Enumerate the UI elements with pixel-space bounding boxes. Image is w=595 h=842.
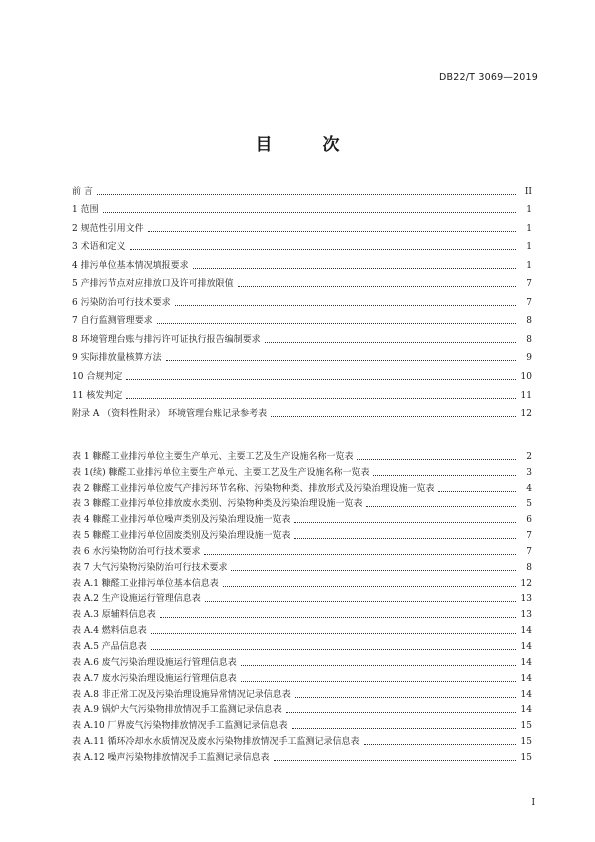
toc-entry[interactable]	[72, 271, 532, 290]
dot-leader	[295, 697, 516, 698]
toc-table-entry[interactable]	[72, 462, 532, 478]
toc-table-entry[interactable]	[72, 557, 532, 573]
dot-leader	[204, 554, 516, 555]
dot-leader	[294, 522, 516, 523]
toc-entry-label: 4 排污单位基本情况填报要求	[72, 260, 189, 271]
toc-table-page: 8	[526, 562, 532, 573]
dot-leader	[151, 633, 516, 634]
page-title: 目 次	[255, 135, 362, 155]
dot-leader	[205, 601, 516, 602]
toc-entry[interactable]	[72, 178, 532, 197]
toc-entry-label: 7 自行监测管理要求	[72, 316, 153, 327]
dot-leader	[357, 459, 516, 460]
toc-table-entry[interactable]	[72, 715, 532, 731]
toc-main-list	[72, 178, 532, 419]
toc-entry-label: 前 言	[72, 186, 93, 197]
toc-table-entry[interactable]	[72, 541, 532, 557]
toc-entry-label: 8 环境管理台账与排污许可证执行报告编制要求	[72, 334, 261, 345]
toc-table-label: 表 A.5 产品信息表	[72, 641, 147, 652]
dot-leader	[126, 398, 516, 399]
dot-leader	[238, 286, 516, 287]
dot-leader	[241, 665, 516, 666]
toc-entry-label: 6 污染防治可行技术要求	[72, 297, 171, 308]
toc-entry-page: 1	[526, 223, 532, 234]
toc-table-label: 表 5 糠醛工业排污单位固废类别及污染治理设施一览表	[72, 531, 291, 542]
toc-table-page: 2	[526, 451, 532, 462]
toc-table-entry[interactable]	[72, 525, 532, 541]
toc-entry-label: 附录 A （资料性附录） 环境管理台账记录参考表	[72, 409, 268, 420]
toc-table-entry[interactable]	[72, 747, 532, 763]
dot-leader	[265, 342, 516, 343]
toc-table-page: 15	[520, 737, 532, 748]
toc-entry-label: 3 术语和定义	[72, 242, 126, 253]
toc-table-page: 13	[520, 610, 532, 621]
dot-leader	[366, 506, 516, 507]
toc-table-page: 14	[520, 657, 532, 668]
toc-entry-page: 12	[520, 409, 532, 420]
toc-entry-page: 1	[526, 242, 532, 253]
toc-table-page: 12	[520, 578, 532, 589]
dot-leader	[373, 475, 516, 476]
toc-table-label: 表 A.2 生产设施运行管理信息表	[72, 594, 201, 605]
toc-entry[interactable]	[72, 401, 532, 420]
toc-table-label: 表 A.11 循环冷却水水质情况及废水污染物排放情况手工监测记录信息表	[72, 737, 360, 748]
toc-entry-label: 2 规范性引用文件	[72, 223, 144, 234]
dot-leader	[271, 416, 516, 417]
toc-table-page: 4	[526, 483, 532, 494]
toc-entry-label: 10 合规判定	[72, 372, 123, 383]
toc-table-label: 表 6 水污染物防治可行技术要求	[72, 546, 201, 557]
toc-entry-page: 8	[526, 316, 532, 327]
dot-leader	[231, 570, 516, 571]
toc-entry[interactable]	[72, 326, 532, 345]
toc-table-page: 5	[526, 499, 532, 510]
toc-entry[interactable]	[72, 363, 532, 382]
toc-table-page: 7	[526, 531, 532, 542]
toc-entry[interactable]	[72, 215, 532, 234]
toc-entry-label: 11 核发判定	[72, 390, 123, 401]
toc-table-entry[interactable]	[72, 573, 532, 589]
toc-table-entry[interactable]	[72, 494, 532, 510]
toc-table-label: 表 1(续) 糠醛工业排污单位主要生产单元、主要工艺及生产设施名称一览表	[72, 467, 370, 478]
toc-table-entry[interactable]	[72, 636, 532, 652]
toc-entry-page: 8	[526, 334, 532, 345]
toc-entry[interactable]	[72, 252, 532, 271]
toc-entry-page: 10	[520, 372, 532, 383]
toc-entry-page: 7	[526, 279, 532, 290]
page-number: I	[531, 798, 535, 808]
toc-table-page: 14	[520, 673, 532, 684]
toc-table-entry[interactable]	[72, 684, 532, 700]
toc-table-label: 表 3 糠醛工业排污单位排放废水类别、污染物种类及污染治理设施一览表	[72, 499, 363, 510]
dot-leader	[438, 491, 516, 492]
toc-table-label: 表 4 糠醛工业排污单位噪声类别及污染治理设施一览表	[72, 515, 291, 526]
toc-table-page: 7	[526, 546, 532, 557]
dot-leader	[148, 231, 516, 232]
toc-entry[interactable]	[72, 308, 532, 327]
toc-table-label: 表 A.7 废水污染治理设施运行管理信息表	[72, 673, 237, 684]
toc-entry-page: II	[524, 186, 532, 197]
dot-leader	[286, 712, 516, 713]
toc-entry-page: 7	[526, 297, 532, 308]
dot-leader	[157, 323, 516, 324]
dot-leader	[223, 586, 516, 587]
toc-entry-label: 5 产排污节点对应排放口及许可排放限值	[72, 279, 234, 290]
dot-leader	[103, 212, 516, 213]
dot-leader	[130, 249, 516, 250]
toc-entry[interactable]	[72, 234, 532, 253]
toc-table-entry[interactable]	[72, 700, 532, 716]
dot-leader	[193, 268, 516, 269]
dot-leader	[160, 617, 516, 618]
toc-table-page: 3	[526, 467, 532, 478]
toc-entry[interactable]	[72, 345, 532, 364]
toc-table-entry[interactable]	[72, 478, 532, 494]
toc-table-entry[interactable]	[72, 604, 532, 620]
toc-table-page: 14	[520, 626, 532, 637]
toc-table-page: 14	[520, 705, 532, 716]
toc-table-page: 14	[520, 641, 532, 652]
dot-leader	[175, 305, 516, 306]
toc-table-page: 6	[526, 515, 532, 526]
document-code: DB22/T 3069—2019	[439, 72, 538, 83]
toc-table-page: 13	[520, 594, 532, 605]
toc-table-label: 表 A.3 原辅料信息表	[72, 610, 156, 621]
toc-table-label: 表 1 糠醛工业排污单位主要生产单元、主要工艺及生产设施名称一览表	[72, 451, 354, 462]
toc-table-label: 表 2 糠醛工业排污单位废气产排污环节名称、污染物种类、排放形式及污染治理设施一览表	[72, 483, 435, 494]
toc-table-label: 表 7 大气污染物污染防治可行技术要求	[72, 562, 228, 573]
toc-table-label: 表 A.6 废气污染治理设施运行管理信息表	[72, 657, 237, 668]
toc-table-entry[interactable]	[72, 589, 532, 605]
dot-leader	[294, 538, 516, 539]
toc-table-entry[interactable]	[72, 731, 532, 747]
toc-entry-page: 11	[520, 390, 532, 401]
toc-entry-label: 9 实际排放量核算方法	[72, 353, 162, 364]
toc-table-entry[interactable]	[72, 620, 532, 636]
toc-entry[interactable]	[72, 197, 532, 216]
toc-entry[interactable]	[72, 382, 532, 401]
toc-table-label: 表 A.1 糠醛工业排污单位基本信息表	[72, 578, 219, 589]
toc-table-entry[interactable]	[72, 446, 532, 462]
toc-table-label: 表 A.8 非正常工况及污染治理设施异常情况记录信息表	[72, 689, 291, 700]
toc-table-page: 15	[520, 721, 532, 732]
toc-tables-list	[72, 446, 532, 763]
toc-table-entry[interactable]	[72, 668, 532, 684]
dot-leader	[97, 194, 516, 195]
toc-entry[interactable]	[72, 289, 532, 308]
dot-leader	[292, 728, 516, 729]
toc-table-page: 14	[520, 689, 532, 700]
toc-entry-page: 1	[526, 205, 532, 216]
toc-table-page: 15	[520, 752, 532, 763]
toc-table-label: 表 A.9 锅炉大气污染物排放情况手工监测记录信息表	[72, 705, 282, 716]
dot-leader	[151, 649, 516, 650]
dot-leader	[126, 379, 516, 380]
toc-table-entry[interactable]	[72, 509, 532, 525]
toc-entry-label: 1 范围	[72, 205, 99, 216]
toc-table-label: 表 A.12 噪声污染物排放情况手工监测记录信息表	[72, 752, 270, 763]
dot-leader	[241, 681, 516, 682]
toc-table-label: 表 A.10 厂界废气污染物排放情况手工监测记录信息表	[72, 721, 288, 732]
toc-table-entry[interactable]	[72, 652, 532, 668]
toc-table-label: 表 A.4 燃料信息表	[72, 626, 147, 637]
dot-leader	[166, 360, 516, 361]
toc-entry-page: 1	[526, 260, 532, 271]
dot-leader	[364, 744, 516, 745]
toc-entry-page: 9	[526, 353, 532, 364]
dot-leader	[274, 760, 516, 761]
